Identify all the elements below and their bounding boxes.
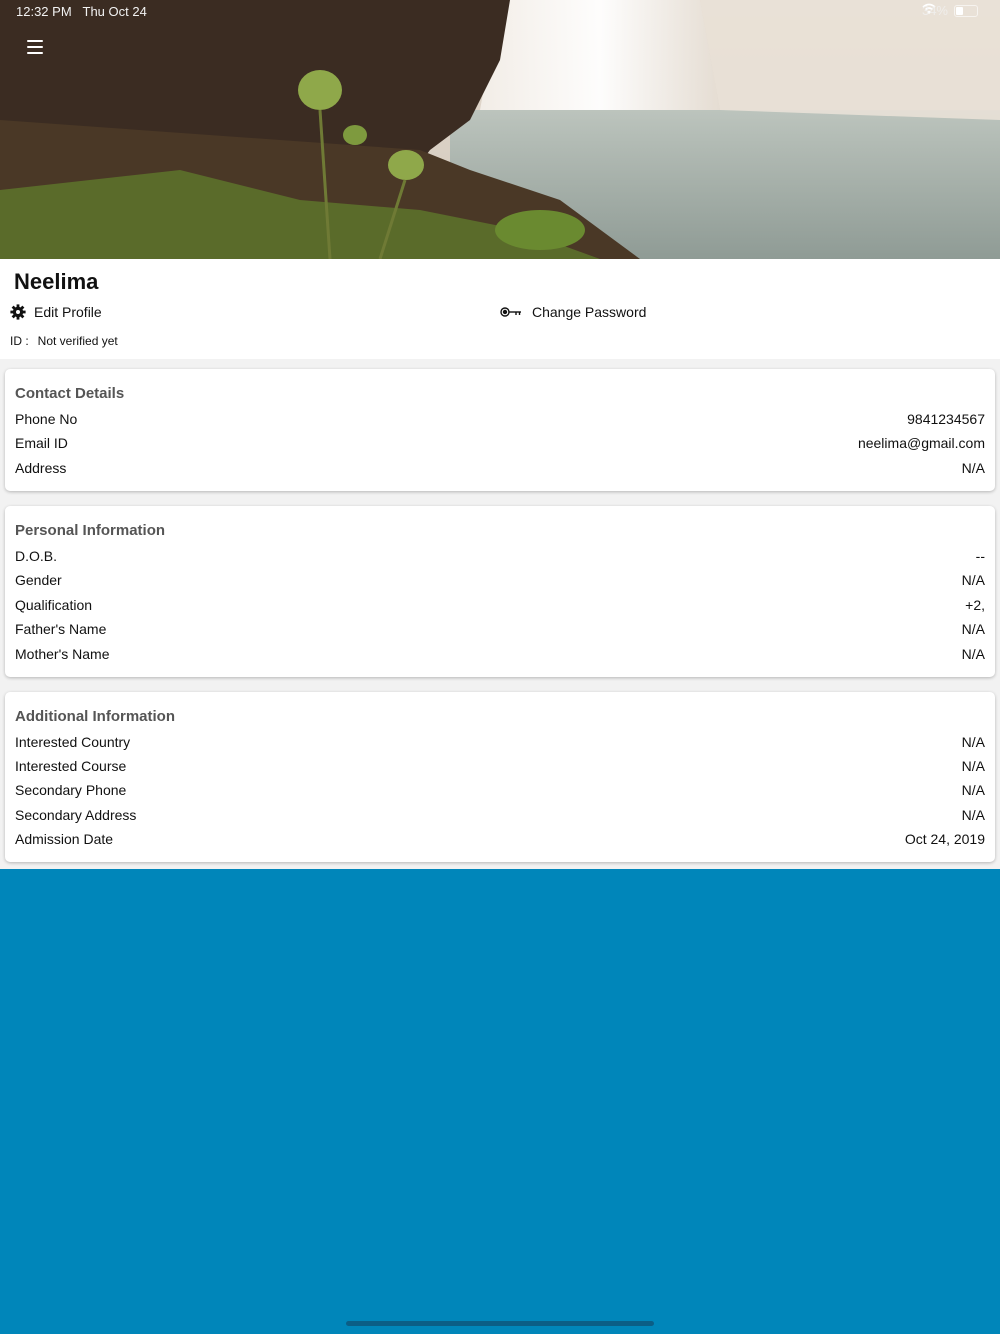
row-label: Father's Name bbox=[15, 621, 107, 637]
row-label: Qualification bbox=[15, 597, 93, 613]
personal-row-father-name bbox=[15, 621, 985, 641]
edit-profile-button[interactable] bbox=[10, 304, 102, 320]
row-label: Gender bbox=[15, 572, 62, 588]
edit-profile-label: Edit Profile bbox=[34, 304, 102, 320]
change-password-button[interactable] bbox=[500, 304, 646, 320]
personal-row-qualification bbox=[15, 597, 985, 617]
row-label: Phone No bbox=[15, 411, 78, 427]
row-label: Email ID bbox=[15, 435, 68, 451]
row-value: N/A bbox=[961, 621, 985, 637]
personal-information-card bbox=[5, 506, 995, 677]
status-time: 12:32 PM Thu Oct 24 bbox=[16, 4, 147, 19]
row-value: +2, bbox=[965, 597, 985, 613]
row-label: Mother's Name bbox=[15, 646, 110, 662]
status-bar bbox=[0, 0, 1000, 24]
id-value: Not verified yet bbox=[37, 334, 118, 348]
personal-row-mother-name bbox=[15, 646, 985, 666]
change-password-label: Change Password bbox=[532, 304, 647, 320]
additional-row-course bbox=[15, 758, 985, 778]
additional-row-secondary-phone bbox=[15, 782, 985, 802]
cover-image bbox=[0, 0, 1000, 259]
contact-details-title: Contact Details bbox=[15, 385, 125, 402]
row-label: Secondary Phone bbox=[15, 782, 127, 798]
additional-row-country bbox=[15, 734, 985, 754]
additional-information-title: Additional Information bbox=[15, 708, 175, 725]
additional-row-secondary-address bbox=[15, 807, 985, 827]
row-label: Address bbox=[15, 460, 67, 476]
row-value: neelima@gmail.com bbox=[857, 435, 985, 451]
row-value: N/A bbox=[961, 646, 985, 662]
contact-row-email bbox=[15, 435, 985, 455]
row-value: Oct 24, 2019 bbox=[904, 831, 985, 847]
menu-button[interactable] bbox=[22, 34, 48, 60]
menu-icon bbox=[27, 40, 43, 42]
additional-information-card bbox=[5, 692, 995, 862]
row-label: Interested Course bbox=[15, 758, 127, 774]
gear-icon bbox=[10, 304, 26, 320]
contact-details-card bbox=[5, 369, 995, 491]
row-label: Interested Country bbox=[15, 734, 131, 750]
row-value: N/A bbox=[961, 460, 985, 476]
row-value: 9841234567 bbox=[907, 411, 985, 427]
row-label: Admission Date bbox=[15, 831, 114, 847]
waterfall-illustration bbox=[0, 0, 1000, 259]
battery-percentage: 34% bbox=[921, 3, 948, 18]
home-indicator[interactable] bbox=[346, 1321, 654, 1326]
row-value: N/A bbox=[961, 734, 985, 750]
battery-icon bbox=[954, 5, 978, 17]
contact-row-address bbox=[15, 460, 985, 480]
profile-header bbox=[0, 259, 1000, 359]
row-value: N/A bbox=[961, 572, 985, 588]
row-value: N/A bbox=[961, 807, 985, 823]
key-icon bbox=[500, 307, 522, 317]
row-label: D.O.B. bbox=[15, 548, 58, 564]
contact-row-phone bbox=[15, 411, 985, 431]
additional-row-admission-date bbox=[15, 831, 985, 851]
personal-information-title: Personal Information bbox=[15, 522, 166, 539]
row-value: -- bbox=[975, 548, 985, 564]
personal-row-gender bbox=[15, 572, 985, 592]
row-value: N/A bbox=[961, 758, 985, 774]
personal-row-dob bbox=[15, 548, 985, 568]
id-row bbox=[10, 334, 118, 348]
profile-name: Neelima bbox=[14, 269, 99, 294]
row-value: N/A bbox=[961, 782, 985, 798]
id-label: ID : bbox=[10, 334, 29, 348]
row-label: Secondary Address bbox=[15, 807, 137, 823]
